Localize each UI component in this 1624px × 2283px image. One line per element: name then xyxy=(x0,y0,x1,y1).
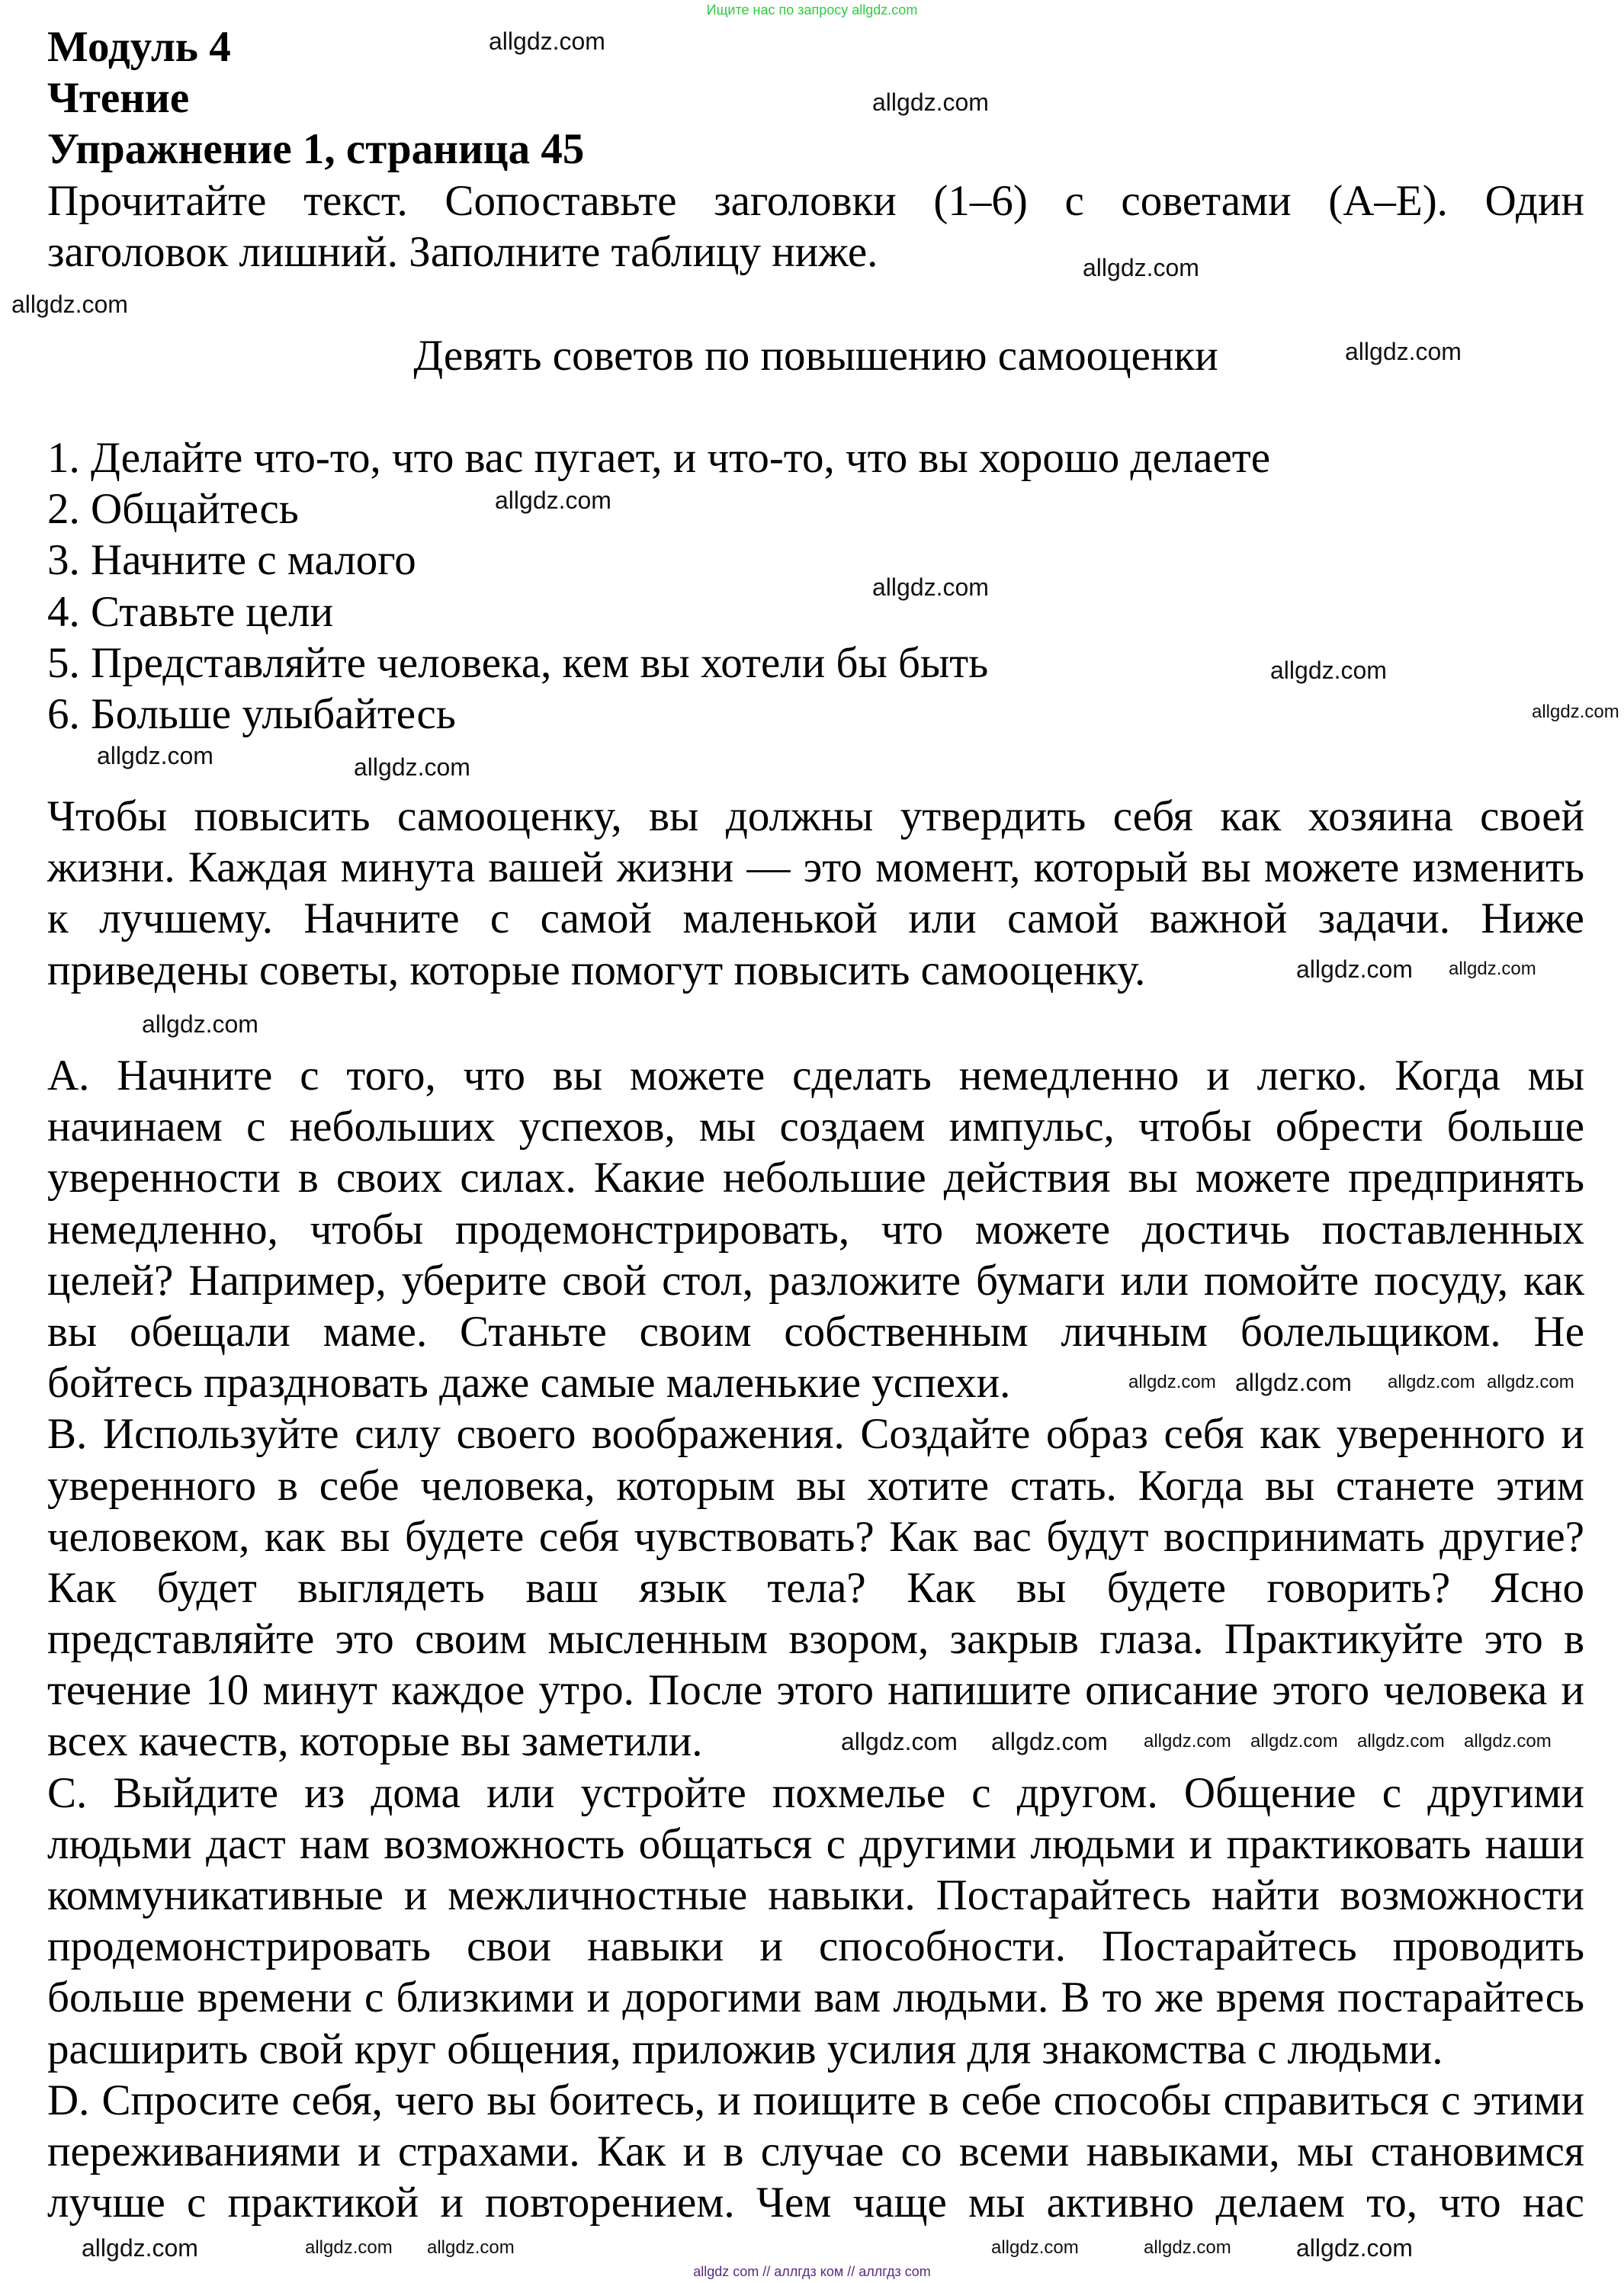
section-line: коммуникативные и межличностные навыки. Постарайтесь найти возможности xyxy=(47,1871,1584,1919)
section-line: B. Используйте силу своего воображения. Создайте образ себя как уверенного и xyxy=(47,1410,1584,1459)
watermark: allgdz.com xyxy=(1250,1731,1338,1752)
section-line: A. Начните с того, что вы можете сделать немедленно и легко. Когда мы xyxy=(47,1052,1584,1100)
list-item: 6. Больше улыбайтесь xyxy=(47,689,456,738)
section-line: целей? Например, уберите свой стол, разложите бумаги или помойте посуду, как xyxy=(47,1256,1584,1305)
watermark: allgdz.com xyxy=(1449,958,1536,979)
section-line: вы обещали маме. Станьте своим собственным личным болельщиком. Не xyxy=(47,1307,1584,1356)
watermark: allgdz.com xyxy=(495,486,611,514)
text-line: к лучшему. Начните с самой маленькой или самой важной задачи. Ниже xyxy=(47,894,1584,943)
sections xyxy=(47,1050,1584,2228)
exercise-heading: Упражнение 1, страница 45 xyxy=(47,125,585,174)
watermark: allgdz.com xyxy=(872,573,989,601)
title-text: Девять советов по повышению самооценки xyxy=(413,332,1218,380)
footer: allgdz com // аллгдз ком // аллгдз com xyxy=(693,2264,931,2279)
watermark: allgdz.com xyxy=(1144,1731,1231,1752)
watermark: allgdz.com xyxy=(991,2237,1079,2258)
watermark: allgdz.com xyxy=(1388,1372,1475,1392)
section-line: лучше с практикой и повторением. Чем чаще мы активно делаем то, что нас xyxy=(47,2179,1584,2227)
watermark: allgdz.com xyxy=(1532,702,1619,722)
text-line: приведены советы, которые помогут повысить самооценку. xyxy=(47,946,1146,994)
watermark: allgdz.com xyxy=(1270,657,1387,684)
section-line: всех качеств, которые вы заметили. xyxy=(47,1717,703,1766)
watermark: allgdz.com xyxy=(1235,1369,1352,1396)
watermark: allgdz.com xyxy=(11,291,128,318)
section-line: немедленно, чтобы продемонстрировать, что можете достичь поставленных xyxy=(47,1205,1584,1254)
instruction-line: заголовок лишний. Заполните таблицу ниже. xyxy=(47,227,878,276)
list-item: 1. Делайте что-то, что вас пугает, и что-то, что вы хорошо делаете xyxy=(47,434,1271,482)
watermark: allgdz.com xyxy=(1083,254,1199,281)
section-line: D. Спросите себя, чего вы боитесь, и поищите в себе способы справиться с этими xyxy=(47,2076,1584,2124)
watermark: allgdz.com xyxy=(489,27,605,55)
watermark: allgdz.com xyxy=(1357,1731,1445,1752)
section-line: людьми даст нам возможность общаться с другими людьми и практиковать наши xyxy=(47,1819,1584,1868)
watermark: allgdz.com xyxy=(97,742,213,769)
section-line: больше времени с близкими и дорогими вам людьми. В то же время постарайтесь xyxy=(47,1973,1584,2022)
section-line: бойтесь праздновать даже самые маленькие успехи. xyxy=(47,1359,1011,1408)
watermark: allgdz.com xyxy=(354,753,470,781)
section-line: начинаем с небольших успехов, мы создаем импульс, чтобы обрести больше xyxy=(47,1103,1584,1151)
header-block xyxy=(47,21,1584,281)
section-line: уверенности в своих силах. Какие небольшие действия вы можете предпринять xyxy=(47,1154,1584,1203)
watermark: allgdz.com xyxy=(1487,1372,1574,1392)
list-item: 3. Начните с малого xyxy=(47,536,416,585)
top-banner: Ищите нас по запросу allgdz.com xyxy=(706,2,918,18)
section-line: представляйте это своим мысленным взором, закрыв глаза. Практикуйте это в xyxy=(47,1615,1584,1664)
watermark: allgdz.com xyxy=(991,1728,1108,1755)
section-line: уверенного в себе человека, которым вы хотите стать. Когда вы станете этим xyxy=(47,1461,1584,1510)
watermark: allgdz.com xyxy=(142,1010,258,1038)
watermark: allgdz.com xyxy=(1464,1731,1552,1752)
section-line: течение 10 минут каждое утро. После этого напишите описание этого человека и xyxy=(47,1666,1584,1715)
section-line: переживаниями и страхами. Как и в случае со всеми навыками, мы становимся xyxy=(47,2127,1584,2175)
watermark: allgdz.com xyxy=(1296,955,1413,983)
watermark: allgdz.com xyxy=(841,1728,958,1755)
text-line: Чтобы повысить самооценку, вы должны утвердить себя как хозяина своей xyxy=(47,792,1584,840)
section-line: продемонстрировать свои навыки и способности. Постарайтесь проводить xyxy=(47,1922,1584,1971)
watermark: allgdz.com xyxy=(305,2237,393,2258)
list-item: 2. Общайтесь xyxy=(47,485,299,534)
section-line: человеком, как вы будете себя чувствовать? Как вас будут воспринимать другие? xyxy=(47,1512,1584,1561)
section-line: Как будет выглядеть ваш язык тела? Как вы будете говорить? Ясно xyxy=(47,1563,1584,1612)
section-line: расширить свой круг общения, приложив усилия для знакомства с людьми. xyxy=(47,2025,1443,2073)
watermark: allgdz.com xyxy=(1128,1372,1216,1392)
section-line: C. Выйдите из дома или устройте похмелье с другом. Общение с другими xyxy=(47,1768,1584,1817)
watermark: allgdz.com xyxy=(82,2234,198,2262)
list-item: 4. Ставьте цели xyxy=(47,587,334,636)
watermark: allgdz.com xyxy=(1144,2237,1231,2258)
watermark: allgdz.com xyxy=(1345,338,1462,365)
watermark: allgdz.com xyxy=(872,88,989,116)
module-heading: Модуль 4 xyxy=(47,23,231,71)
instruction-line: Прочитайте текст. Сопоставьте заголовки (1–6) с советами (А–Е). Один xyxy=(47,176,1584,225)
text-line: жизни. Каждая минута вашей жизни — это момент, который вы можете изменить xyxy=(47,843,1584,892)
watermark: allgdz.com xyxy=(427,2237,515,2258)
headlines-list xyxy=(47,432,1584,740)
list-item: 5. Представляйте человека, кем вы хотели бы быть xyxy=(47,638,989,687)
watermark: allgdz.com xyxy=(1296,2234,1413,2262)
section-heading: Чтение xyxy=(47,74,190,123)
